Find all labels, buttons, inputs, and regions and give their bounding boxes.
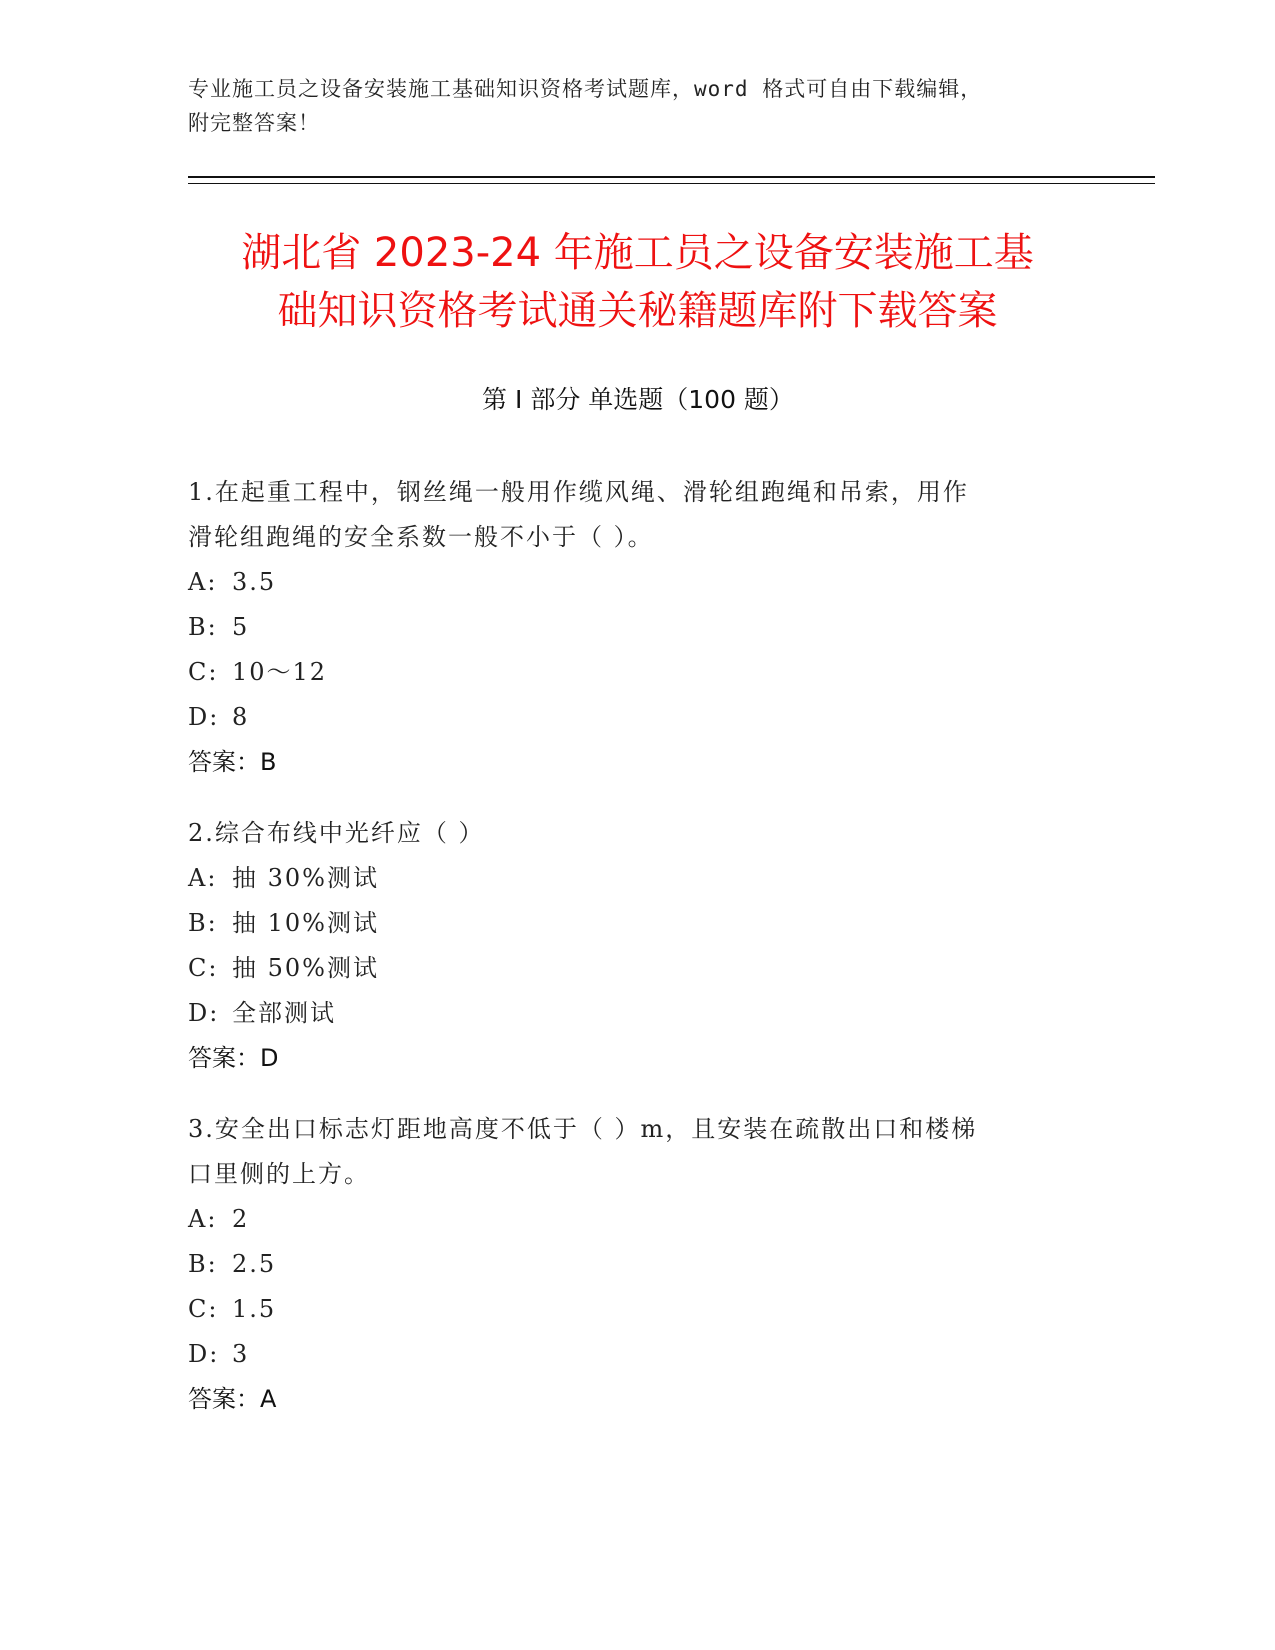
option-d bbox=[188, 695, 1078, 740]
question-stem: 2.综合布线中光纤应（ ） bbox=[188, 819, 485, 847]
option-text: 全部测试 bbox=[232, 999, 336, 1027]
option-a bbox=[188, 560, 1078, 605]
document-title bbox=[150, 224, 1125, 340]
question-3 bbox=[188, 1107, 1078, 1422]
document-title-line-2: 础知识资格考试通关秘籍题库附下载答案 bbox=[277, 288, 998, 334]
question-stem-continued: 滑轮组跑绳的安全系数一般不小于（ ）。 bbox=[188, 523, 654, 551]
option-letter: C: bbox=[188, 658, 219, 686]
option-letter: D: bbox=[188, 703, 220, 731]
question-1 bbox=[188, 470, 1078, 785]
option-letter: A: bbox=[188, 1205, 218, 1233]
option-text: 5 bbox=[232, 613, 250, 641]
question-2 bbox=[188, 811, 1078, 1081]
option-text: 2.5 bbox=[232, 1250, 277, 1278]
option-letter: B: bbox=[188, 1250, 218, 1278]
option-c bbox=[188, 1287, 1078, 1332]
header-note-line-1: 专业施工员之设备安装施工基础知识资格考试题库，word 格式可自由下载编辑， bbox=[188, 77, 983, 101]
option-d bbox=[188, 1332, 1078, 1377]
option-text: 3.5 bbox=[232, 568, 277, 596]
option-text: 10～12 bbox=[232, 658, 328, 686]
option-letter: C: bbox=[188, 954, 219, 982]
option-text: 抽 10%测试 bbox=[232, 909, 379, 937]
option-letter: B: bbox=[188, 909, 218, 937]
answer-label: 答案：D bbox=[188, 1044, 279, 1072]
question-stem-continued: 口里侧的上方。 bbox=[188, 1160, 370, 1188]
option-b bbox=[188, 901, 1078, 946]
question-list bbox=[188, 470, 1078, 1448]
option-a bbox=[188, 1197, 1078, 1242]
option-text: 2 bbox=[232, 1205, 250, 1233]
answer-label: 答案：A bbox=[188, 1385, 277, 1413]
answer-label: 答案：B bbox=[188, 748, 277, 776]
option-letter: C: bbox=[188, 1295, 219, 1323]
section-title: 第 I 部分 单选题（100 题） bbox=[482, 385, 794, 414]
option-letter: B: bbox=[188, 613, 218, 641]
header-note-line-2: 附完整答案！ bbox=[188, 111, 320, 135]
option-d bbox=[188, 991, 1078, 1036]
option-a bbox=[188, 856, 1078, 901]
option-c bbox=[188, 946, 1078, 991]
option-letter: D: bbox=[188, 1340, 220, 1368]
option-c bbox=[188, 650, 1078, 695]
document-title-line-1: 湖北省 2023-24 年施工员之设备安装施工基 bbox=[241, 230, 1034, 276]
question-stem: 1.在起重工程中，钢丝绳一般用作缆风绳、滑轮组跑绳和吊索，用作 bbox=[188, 478, 969, 506]
option-letter: A: bbox=[188, 864, 218, 892]
option-text: 1.5 bbox=[232, 1295, 277, 1323]
option-text: 抽 30%测试 bbox=[232, 864, 379, 892]
option-text: 8 bbox=[232, 703, 250, 731]
header-divider-thick bbox=[188, 176, 1155, 178]
option-letter: D: bbox=[188, 999, 220, 1027]
option-b bbox=[188, 1242, 1078, 1287]
header-divider-thin bbox=[188, 183, 1155, 184]
option-b bbox=[188, 605, 1078, 650]
option-text: 抽 50%测试 bbox=[232, 954, 379, 982]
header-note bbox=[188, 72, 1068, 140]
option-letter: A: bbox=[188, 568, 218, 596]
question-stem: 3.安全出口标志灯距地高度不低于（ ）m，且安装在疏散出口和楼梯 bbox=[188, 1115, 978, 1143]
option-text: 3 bbox=[232, 1340, 250, 1368]
